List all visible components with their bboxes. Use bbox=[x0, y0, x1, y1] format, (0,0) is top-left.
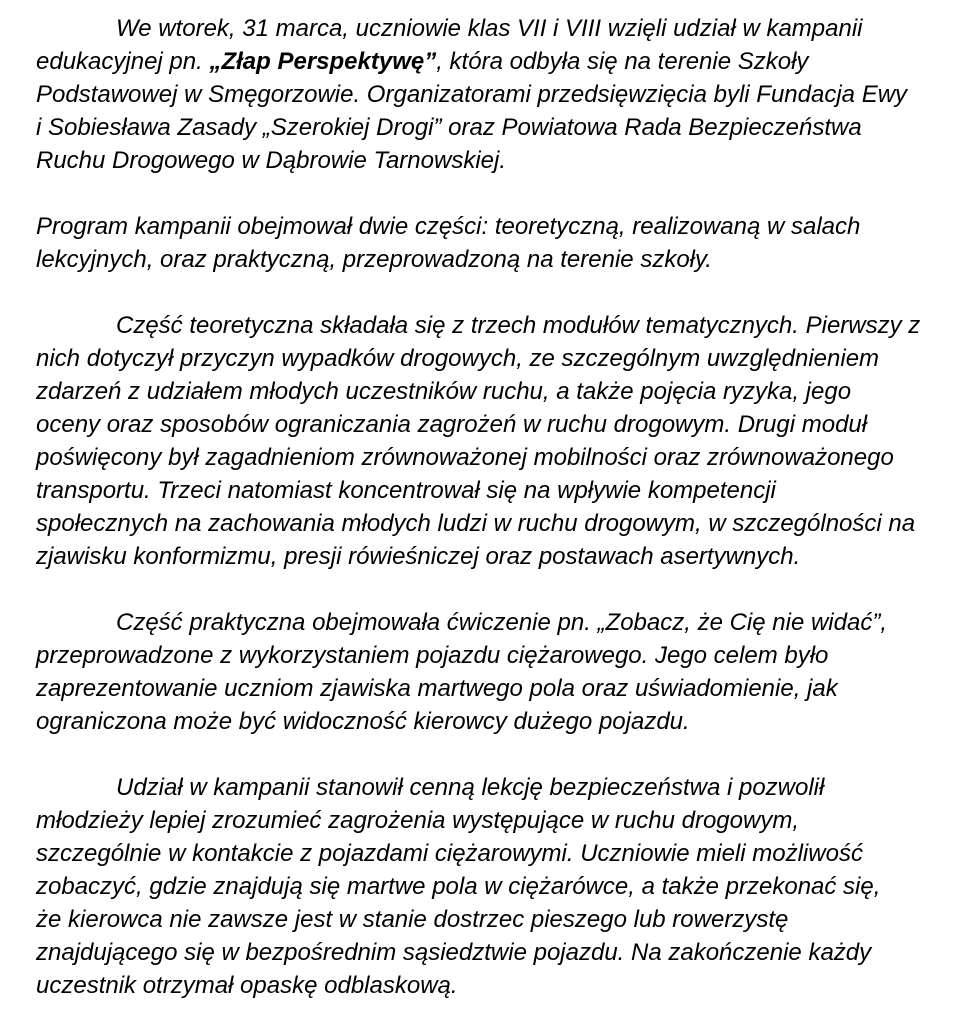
text-line bbox=[36, 144, 949, 177]
text-line bbox=[36, 606, 949, 639]
text-segment: Część teoretyczna składała się z trzech modułów tematycznych. Pierwszy z bbox=[116, 312, 921, 339]
text-line bbox=[36, 111, 949, 144]
text-segment: zaprezentowanie uczniom zjawiska martwego pola oraz uświadomienie, jak bbox=[36, 675, 838, 702]
text-segment: zobaczyć, gdzie znajdują się martwe pola w ciężarówce, a także przekonać się, bbox=[36, 873, 881, 900]
paragraph bbox=[36, 309, 949, 573]
text-line bbox=[36, 78, 949, 111]
text-line bbox=[36, 507, 949, 540]
paragraph bbox=[36, 606, 949, 738]
text-line bbox=[36, 12, 949, 45]
text-segment: i Sobiesława Zasady „Szerokiej Drogi” oraz Powiatowa Rada Bezpieczeństwa bbox=[36, 114, 862, 141]
text-segment: młodzieży lepiej zrozumieć zagrożenia występujące w ruchu drogowym, bbox=[36, 807, 799, 834]
text-line bbox=[36, 837, 949, 870]
text-line bbox=[36, 441, 949, 474]
text-segment: nich dotyczył przyczyn wypadków drogowych, ze szczególnym uwzględnieniem bbox=[36, 345, 880, 372]
text-line bbox=[36, 375, 949, 408]
text-segment: Program kampanii obejmował dwie części: teoretyczną, realizowaną w salach bbox=[36, 213, 861, 240]
text-line bbox=[36, 705, 949, 738]
text-segment: ograniczona może być widoczność kierowcy dużego pojazdu. bbox=[36, 708, 690, 735]
text-segment: uczestnik otrzymał opaskę odblaskową. bbox=[36, 972, 458, 999]
text-segment: przeprowadzone z wykorzystaniem pojazdu ciężarowego. Jego celem było bbox=[36, 642, 829, 669]
text-segment: lekcyjnych, oraz praktyczną, przeprowadzoną na terenie szkoły. bbox=[36, 246, 712, 273]
text-line bbox=[36, 672, 949, 705]
text-line bbox=[36, 309, 949, 342]
text-line bbox=[36, 771, 949, 804]
paragraph bbox=[36, 12, 949, 177]
text-line bbox=[36, 243, 949, 276]
text-segment: transportu. Trzeci natomiast koncentrował się na wpływie kompetencji bbox=[36, 477, 776, 504]
text-line bbox=[36, 969, 949, 1002]
text-segment: zdarzeń z udziałem młodych uczestników ruchu, a także pojęcia ryzyka, jego bbox=[36, 378, 852, 405]
paragraph bbox=[36, 771, 949, 1002]
text-segment: oceny oraz sposobów ograniczania zagrożeń w ruchu drogowym. Drugi moduł bbox=[36, 411, 868, 438]
text-line bbox=[36, 870, 949, 903]
text-line bbox=[36, 342, 949, 375]
text-segment: zjawisku konformizmu, presji rówieśniczej oraz postawach asertywnych. bbox=[36, 543, 801, 570]
text-segment: , która odbyła się na terenie Szkoły bbox=[436, 48, 809, 75]
text-segment: Udział w kampanii stanowił cenną lekcję bezpieczeństwa i pozwolił bbox=[116, 774, 825, 801]
text-line bbox=[36, 210, 949, 243]
text-line bbox=[36, 639, 949, 672]
text-line bbox=[36, 540, 949, 573]
paragraph bbox=[36, 210, 949, 276]
text-segment: znajdującego się w bezpośrednim sąsiedztwie pojazdu. Na zakończenie każdy bbox=[36, 939, 872, 966]
text-segment: że kierowca nie zawsze jest w stanie dostrzec pieszego lub rowerzystę bbox=[36, 906, 789, 933]
text-segment: poświęcony był zagadnieniom zrównoważonej mobilności oraz zrównoważonego bbox=[36, 444, 894, 471]
text-segment: edukacyjnej pn. bbox=[36, 48, 210, 75]
text-line bbox=[36, 45, 949, 78]
bold-text-segment: „Złap Perspektywę” bbox=[209, 48, 437, 75]
text-segment: We wtorek, 31 marca, uczniowie klas VII i VIII wzięli udział w kampanii bbox=[116, 15, 863, 42]
text-line bbox=[36, 474, 949, 507]
text-line bbox=[36, 804, 949, 837]
text-segment: szczególnie w kontakcie z pojazdami ciężarowymi. Uczniowie mieli możliwość bbox=[36, 840, 863, 867]
text-segment: Podstawowej w Smęgorzowie. Organizatorami przedsięwzięcia byli Fundacja Ewy bbox=[36, 81, 908, 108]
text-line bbox=[36, 903, 949, 936]
text-line bbox=[36, 408, 949, 441]
text-segment: Część praktyczna obejmowała ćwiczenie pn. „Zobacz, że Cię nie widać”, bbox=[116, 609, 887, 636]
text-segment: Ruchu Drogowego w Dąbrowie Tarnowskiej. bbox=[36, 147, 507, 174]
text-segment: społecznych na zachowania młodych ludzi w ruchu drogowym, w szczególności na bbox=[36, 510, 916, 537]
text-line bbox=[36, 936, 949, 969]
